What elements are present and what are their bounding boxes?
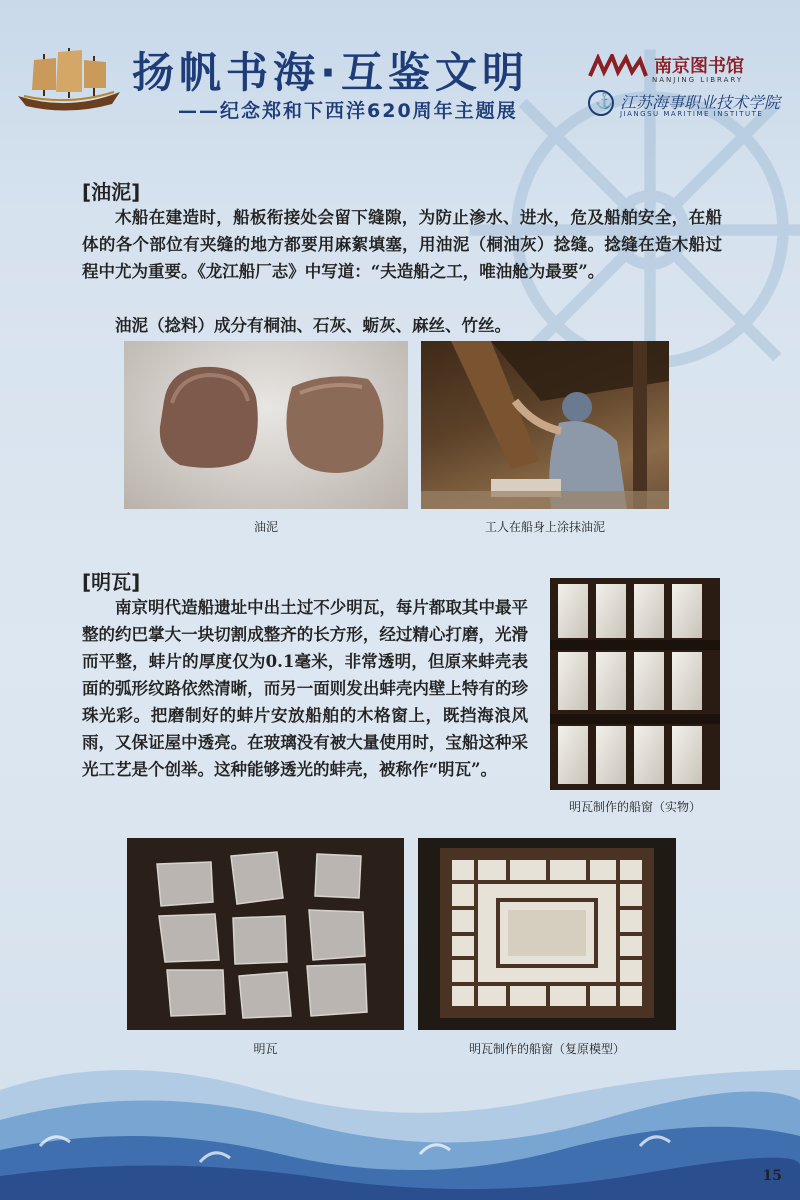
anchor-seal-icon bbox=[588, 90, 614, 116]
ocean-waves-decoration bbox=[0, 1050, 800, 1200]
shell-window-caption: 明瓦制作的船窗（实物） bbox=[568, 800, 701, 814]
section-title-putty: [油泥] bbox=[82, 180, 141, 204]
page-subtitle: ——纪念郑和下西洋620周年主题展 bbox=[178, 100, 518, 122]
page-title: 扬帆书海·互鉴文明 bbox=[132, 48, 529, 97]
window-model-caption: 明瓦制作的船窗（复原模型） bbox=[468, 1042, 625, 1056]
nanjing-library-logo bbox=[588, 50, 788, 88]
page-number: 15 bbox=[762, 1168, 782, 1184]
page-header bbox=[0, 0, 800, 150]
putty-paragraph-1: 木船在建造时，船板衔接处会留下缝隙，为防止渗水、进水，危及船舶安全，在船体的各个部位有夹缝的地方都要用麻絮填塞，用油泥（桐油灰）捻缝。捻缝在造木船过程中尤为重要。《龙江船厂志》中写道：“夫造船之工，唯油舱为最要”。 bbox=[82, 208, 722, 281]
library-name-cn: 南京图书馆 bbox=[654, 56, 744, 77]
mingwa-caption: 明瓦 bbox=[253, 1042, 278, 1056]
worker-applying-putty-photo bbox=[421, 341, 669, 509]
treasure-ship-icon bbox=[14, 46, 124, 116]
ship-window-model-photo bbox=[418, 838, 676, 1030]
putty-photo bbox=[124, 341, 408, 509]
worker-caption: 工人在船身上涂抹油泥 bbox=[484, 520, 605, 534]
shell-window-photo bbox=[550, 578, 720, 790]
library-name-en: NANJING LIBRARY bbox=[652, 76, 744, 84]
institute-name-cn: 江苏海事职业技术学院 bbox=[620, 93, 781, 112]
maritime-institute-logo bbox=[588, 90, 788, 124]
institute-name-en: JIANGSU MARITIME INSTITUTE bbox=[620, 110, 764, 118]
putty-paragraph-2: 油泥（捻料）成分有桐油、石灰、蛎灰、麻丝、竹丝。 bbox=[115, 316, 511, 335]
mingwa-paragraph: 南京明代造船遗址中出土过不少明瓦，每片都取其中最平整的约巴掌大一块切割成整齐的长方形，经过精心打磨，光滑而平整，蚌片的厚度仅为0.1毫米，非常透明，但原来蚌壳表面的弧形纹路依然清晰，而另一面则发出蚌壳内壁上特有的珍珠光彩。把磨制好的蚌片安放船舶的木格窗上，既挡海浪风雨，又保证屋中透亮。在玻璃没有被大量使用时，宝船这种采光工艺是个创举。这种能够透光的蚌壳，被称作“明瓦”。 bbox=[82, 598, 528, 779]
library-wave-icon bbox=[588, 54, 648, 80]
putty-caption: 油泥 bbox=[253, 520, 278, 534]
section-title-mingwa: [明瓦] bbox=[82, 570, 141, 594]
mingwa-shells-photo bbox=[127, 838, 404, 1030]
